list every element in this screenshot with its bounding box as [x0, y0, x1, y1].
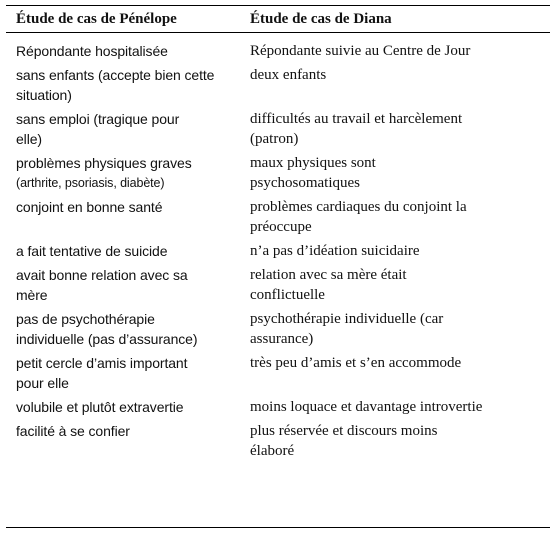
diana-line: très peu d’amis et s’en accommode: [250, 355, 462, 371]
diana-line: préoccupe: [250, 219, 312, 235]
diana-cell: [250, 109, 550, 149]
penelope-cell: [6, 41, 250, 61]
diana-cell: [250, 65, 550, 105]
table-row: [6, 353, 550, 393]
penelope-cell: [6, 397, 250, 417]
diana-cell: [250, 421, 550, 461]
diana-line: moins loquace et davantage introvertie: [250, 399, 483, 415]
diana-line: psychothérapie individuelle (car: [250, 311, 444, 327]
comparison-table: [6, 5, 550, 528]
penelope-cell: [6, 241, 250, 261]
penelope-line: petit cercle d’amis important: [16, 355, 188, 371]
header-diana: Étude de cas de Diana: [250, 11, 392, 27]
diana-line: conflictuelle: [250, 287, 325, 303]
diana-line: problèmes cardiaques du conjoint la: [250, 199, 467, 215]
table-row: [6, 421, 550, 461]
diana-cell: [250, 153, 550, 193]
table-row: [6, 397, 550, 417]
penelope-line: Répondante hospitalisée: [16, 43, 168, 59]
penelope-cell: [6, 421, 250, 461]
diana-cell: [250, 397, 550, 417]
penelope-line: a fait tentative de suicide: [16, 243, 168, 259]
diana-line: n’a pas d’idéation suicidaire: [250, 243, 420, 259]
penelope-line: (arthrite, psoriasis, diabète): [16, 176, 165, 190]
table-row: [6, 41, 550, 61]
penelope-line: pas de psychothérapie: [16, 311, 155, 327]
diana-line: deux enfants: [250, 67, 327, 83]
table-row: [6, 153, 550, 193]
penelope-line: facilité à se confier: [16, 423, 130, 439]
penelope-line: mère: [16, 287, 48, 303]
penelope-line: sans emploi (tragique pour: [16, 111, 180, 127]
diana-cell: [250, 241, 550, 261]
header-penelope: Étude de cas de Pénélope: [16, 11, 177, 27]
table-row: [6, 265, 550, 305]
diana-line: (patron): [250, 131, 299, 147]
penelope-line: conjoint en bonne santé: [16, 199, 163, 215]
diana-line: relation avec sa mère était: [250, 267, 407, 283]
penelope-cell: [6, 197, 250, 237]
penelope-line: individuelle (pas d’assurance): [16, 331, 198, 347]
table-body: [6, 33, 550, 461]
penelope-cell: [6, 109, 250, 149]
penelope-line: problèmes physiques graves: [16, 155, 192, 171]
diana-cell: [250, 197, 550, 237]
penelope-line: volubile et plutôt extravertie: [16, 399, 184, 415]
penelope-line: situation): [16, 87, 72, 103]
table-row: [6, 309, 550, 349]
penelope-cell: [6, 153, 250, 193]
table-row: [6, 109, 550, 149]
diana-line: assurance): [250, 331, 314, 347]
table-header-row: [6, 6, 550, 33]
table-row: [6, 241, 550, 261]
penelope-line: elle): [16, 131, 42, 147]
penelope-cell: [6, 265, 250, 305]
penelope-cell: [6, 65, 250, 105]
diana-line: élaboré: [250, 443, 295, 459]
diana-line: psychosomatiques: [250, 175, 360, 191]
diana-line: maux physiques sont: [250, 155, 376, 171]
diana-cell: [250, 41, 550, 61]
penelope-line: pour elle: [16, 375, 69, 391]
diana-cell: [250, 265, 550, 305]
diana-line: difficultés au travail et harcèlement: [250, 111, 463, 127]
penelope-cell: [6, 353, 250, 393]
penelope-line: avait bonne relation avec sa: [16, 267, 188, 283]
diana-cell: [250, 353, 550, 393]
diana-line: Répondante suivie au Centre de Jour: [250, 43, 471, 59]
diana-line: plus réservée et discours moins: [250, 423, 438, 439]
penelope-cell: [6, 309, 250, 349]
table-row: [6, 197, 550, 237]
table-row: [6, 65, 550, 105]
diana-cell: [250, 309, 550, 349]
penelope-line: sans enfants (accepte bien cette: [16, 67, 215, 83]
